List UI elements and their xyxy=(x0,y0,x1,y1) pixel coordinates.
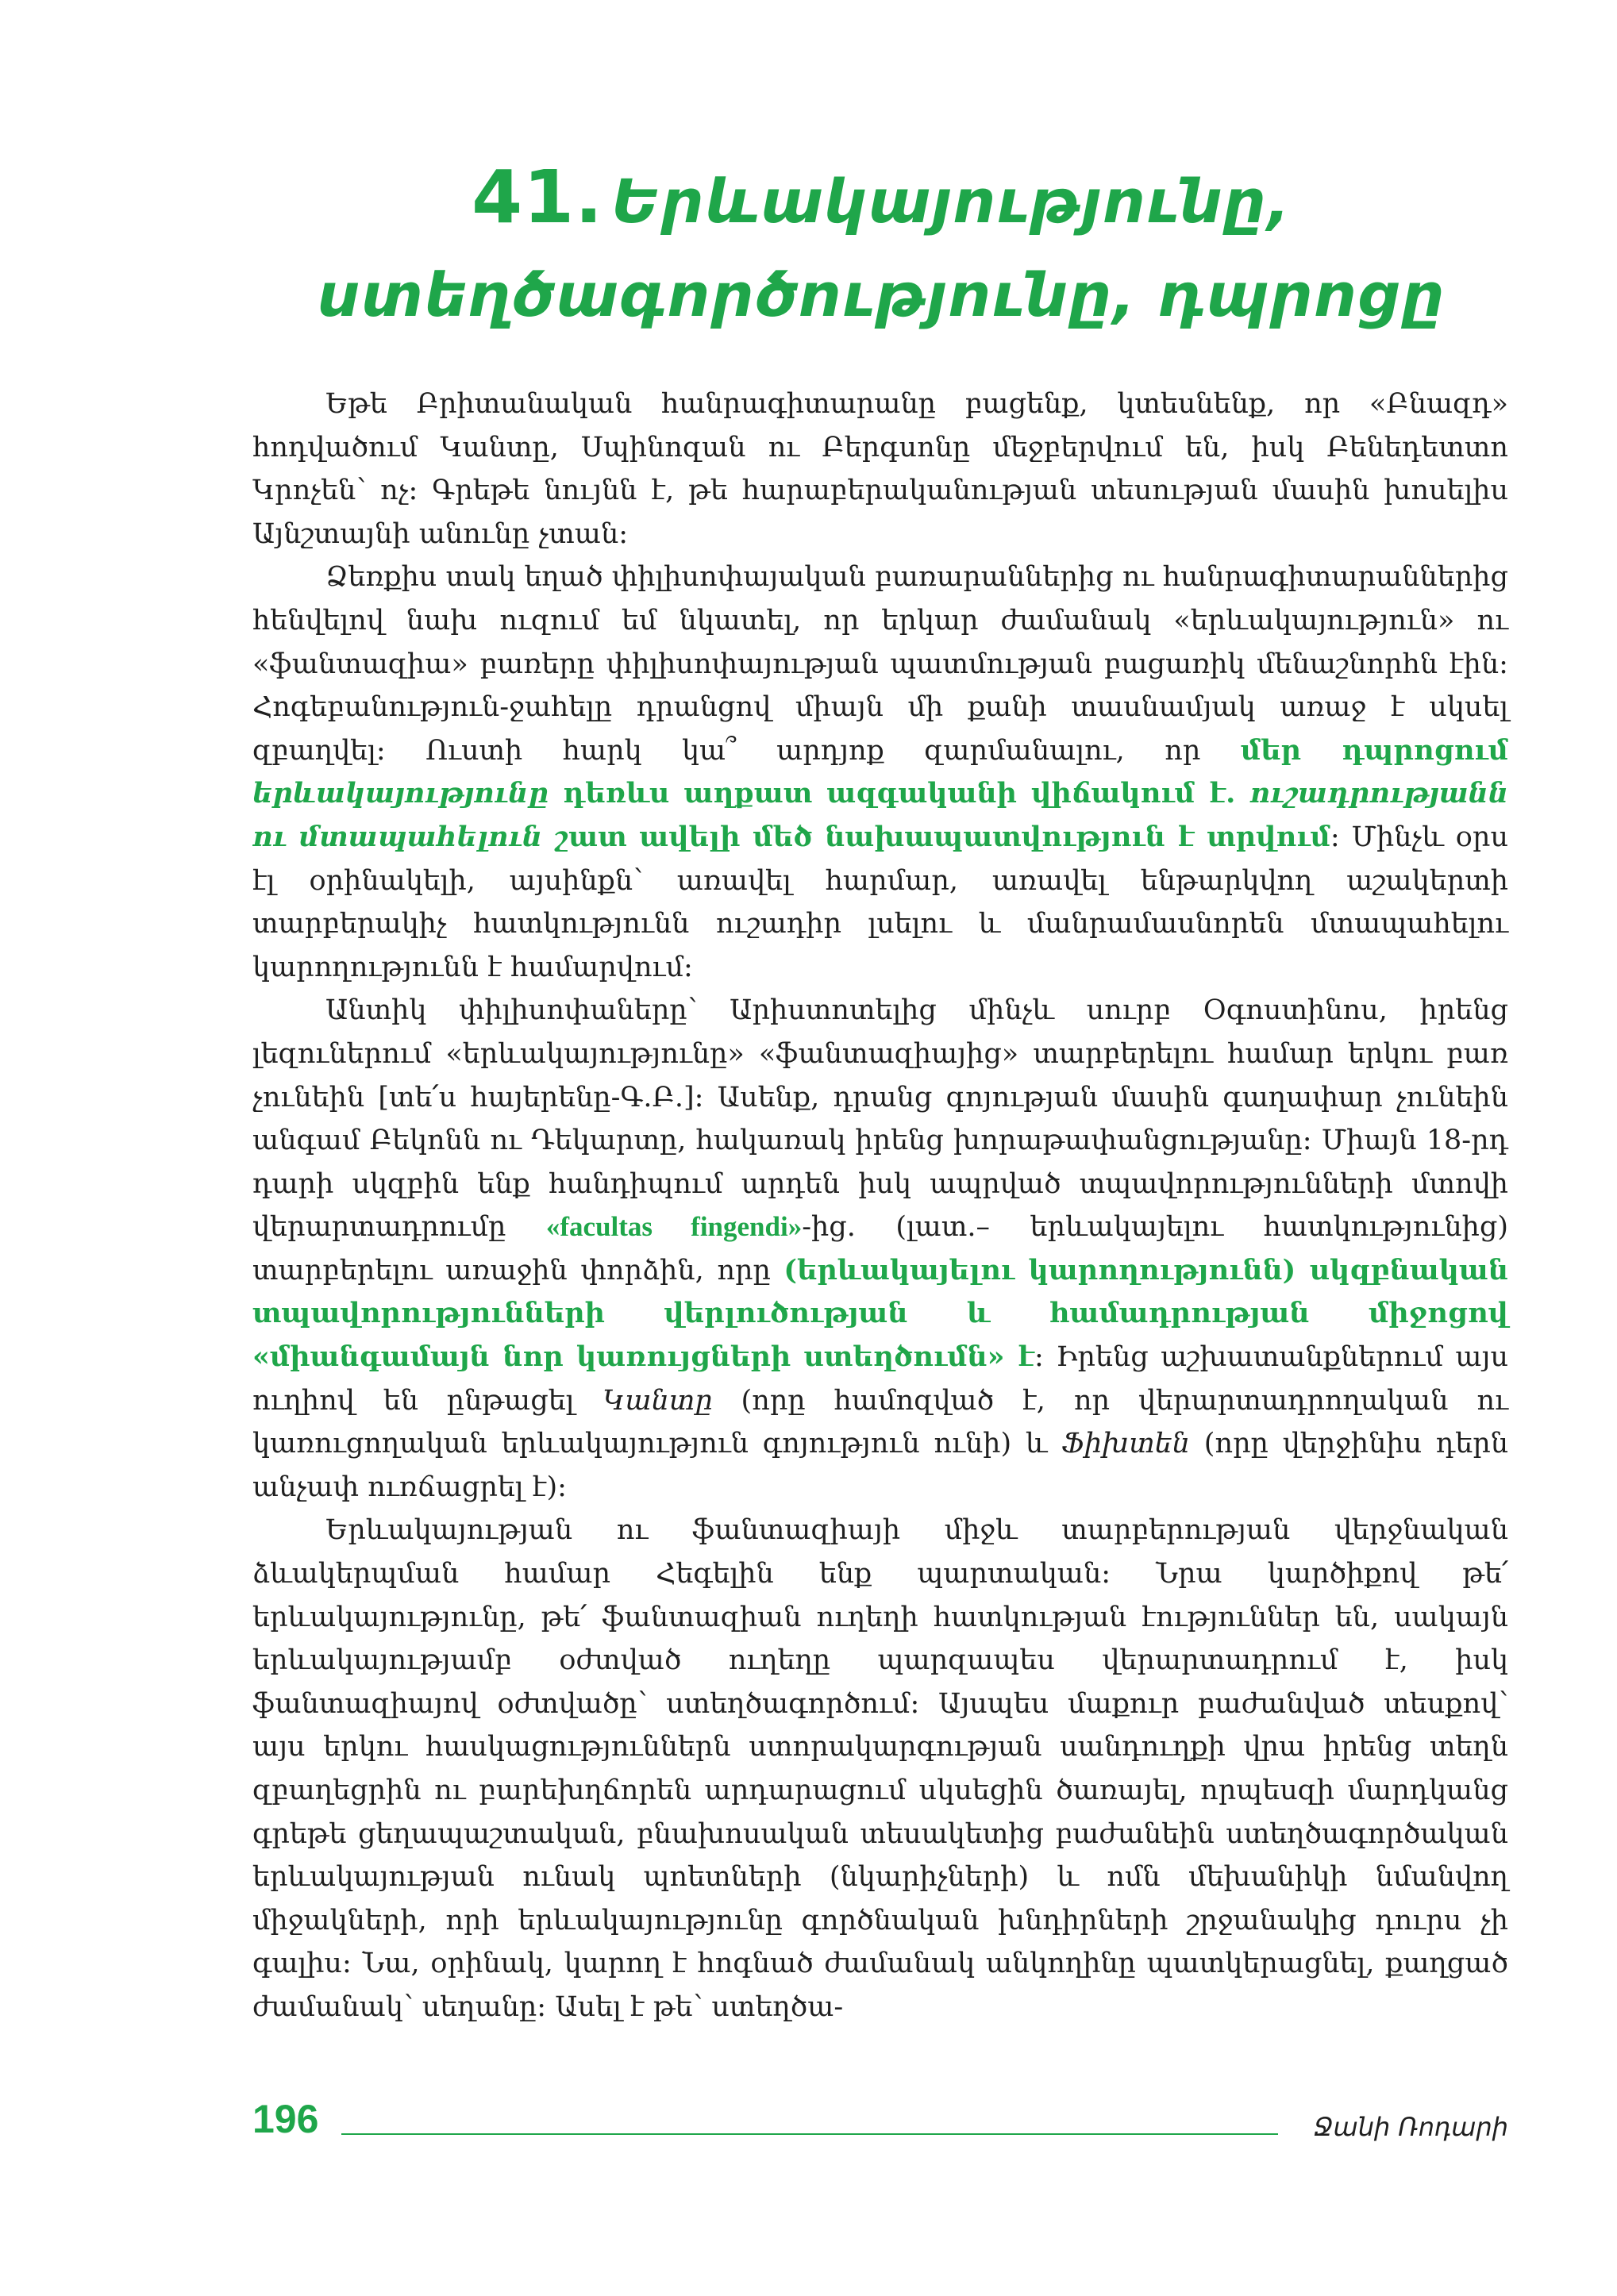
text-segment: (որը վերջինիս դերն անչափ ուռճացրել է)։ xyxy=(252,1428,1508,1503)
chapter-title-text: Երևակայությունը, ստեղծագործությունը, դպրոցը xyxy=(317,166,1446,330)
body-paragraph xyxy=(252,1509,1508,2029)
highlighted-latin-term: «facultas fingendi» xyxy=(545,1211,803,1243)
highlighted-italic-text: ուշադրությանն ու մտապահելուն xyxy=(252,777,1508,853)
italic-name: Ֆիխտեն xyxy=(1061,1428,1191,1460)
text-segment: Եթե Բրիտանական հանրագիտարանը բացենք, կտեսնենք, որ «Բնազդ» հոդվածում Կանտը, Սպինոզան ու Բերգսոնը մեջբերվում են, իսկ Բենեդետտո Կրոչեն՝ ոչ։ Գրեթե նույնն է, թե հարաբերականության տեսության մասին խոսելիս Այնշտայնի անունը չտան։ xyxy=(252,388,1508,550)
text-segment: ։ Իրենց աշխատանքներում այս ուղիով են ընթացել xyxy=(252,1341,1508,1417)
body-paragraph xyxy=(252,989,1508,1509)
footer-author: Ջանի Ռոդարի xyxy=(1313,2112,1508,2142)
chapter-body xyxy=(252,383,1508,2029)
highlighted-text: դեռևս աղքատ ազգականի վիճակում է. xyxy=(549,777,1250,810)
text-segment: ։ Մինչև օրս էլ օրինակելի, այսինքն՝ առավել հարմար, առավել ենթարկվող աշակերտի տարբերակիչ հատկությունն ուշադիր լսելու և մանրամասնորեն մտապահելու կարողությունն է համարվում։ xyxy=(252,821,1508,983)
italic-name: Կանտը xyxy=(603,1384,713,1417)
body-paragraph xyxy=(252,383,1508,556)
highlighted-text: մեր դպրոցում xyxy=(1240,733,1508,767)
text-segment: Անտիկ փիլիսոփաները՝ Արիստոտելից մինչև սուրբ Օգոստինոս, իրենց լեզուներում «երևակայությունը» «ֆանտազիայից» տարբերելու համար երկու բառ չունեին [տե՛ս հայերենը-Գ.Բ.]։ Ասենք, դրանց գոյության մասին գաղափար չունեին անգամ Բեկոնն ու Դեկարտը, հակառակ իրենց խորաթափանցությանը։ Միայն 18-րդ դարի սկզբին ենք հանդիպում արդեն իսկ ապրված տպավորությունների մտովի վերարտադրումը xyxy=(252,994,1508,1244)
body-paragraph xyxy=(252,556,1508,989)
text-segment: Ձեռքիս տակ եղած փիլիսոփայական բառարաններից ու հանրագիտարաններից հենվելով նախ ուզում եմ նկատել, որ երկար ժամանակ «երևակայություն» ու «ֆանտազիա» բառերը փիլիսոփայության պատմության բացառիկ մենաշնորհն էին։ Հոգեբանություն-ջահելը դրանցով միայն մի քանի տասնամյակ առաջ է սկսել զբաղվել։ Ուստի հարկ կա՞ արդյոք զարմանալու, որ xyxy=(252,561,1508,767)
highlighted-text: շատ ավելի մեծ նախապատվություն է տրվում xyxy=(542,820,1330,853)
text-segment: -ից. (լատ.– երևակայելու հատկությունից) տարբերելու առաջին փորձին, որը xyxy=(252,1211,1508,1286)
text-segment: (որը համոզված է, որ վերարտադրողական ու կառուցողական երևակայություն գոյություն ունի) և xyxy=(252,1384,1508,1460)
highlighted-text: (երևակայելու կարողությունն) սկզբնական տպավորությունների վերլուծության և համադրության միջոցով «միանգամայն նոր կառույցների ստեղծումն» է xyxy=(252,1253,1508,1374)
footer-rule xyxy=(341,2133,1278,2135)
highlighted-italic-text: երևակայությունը xyxy=(252,777,549,810)
chapter-title xyxy=(254,151,1508,342)
text-segment: Երևակայության ու ֆանտազիայի միջև տարբերության վերջնական ձևակերպման համար Հեգելին ենք պարտական։ Նրա կարծիքով թե՛ երևակայությունը, թե՛ ֆանտազիան ուղեղի հատկության էություններ են, սակայն երևակայությամբ օժտված ուղեղը պարզապես վերարտադրում է, իսկ ֆանտազիայով օժտվածը՝ ստեղծագործում։ Այսպես մաքուր բաժանված տեսքով՝ այս երկու հասկացություններն ստորակարգության սանդուղքի վրա իրենց տեղն զբաղեցրին ու բարեխղճորեն արդարացում սկսեցին ծառայել, որպեսզի մարդկանց գրեթե ցեղապաշտական, բնախոսական տեսակետից բաժանեին ստեղծագործական երևակայության ունակ պոետների (նկարիչների) և ոմն մեխանիկի նմանվող միջակների, որի երևակայությունը գործնական խնդիրների շրջանակից դուրս չի գալիս։ Նա, օրինակ, կարող է հոգնած ժամանակ անկողինը պատկերացնել, քաղցած ժամանակ՝ սեղանը։ Ասել է թե՝ ստեղծա- xyxy=(252,1514,1508,2023)
page-number: 196 xyxy=(252,2097,319,2141)
chapter-number: 41. xyxy=(472,155,604,240)
